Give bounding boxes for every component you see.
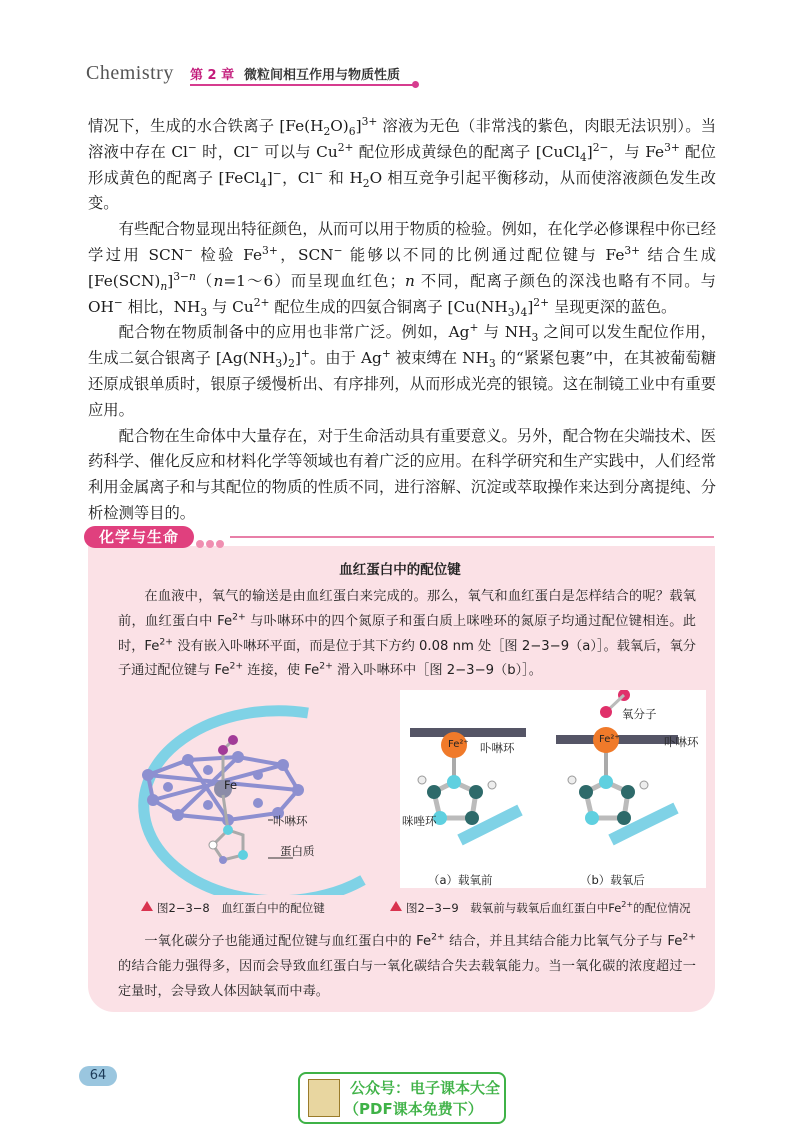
caption-triangle-icon (390, 901, 402, 911)
panel-label: 化学与生命 (84, 526, 194, 548)
fe-label: Fe (224, 778, 238, 792)
fe-label: Fe²⁺ (599, 734, 620, 745)
before-oxygen-illustration (400, 690, 536, 888)
panel-paragraph: 一氧化碳分子也能通过配位键与血红蛋白中的 $Fe^{2+}$ 结合，并且其结合能力比氧气分子与 $Fe^{2+}$ 的结合能力强得多，因而会导致血红蛋白与一氧化碳结合失去载氧能力。当一氧化碳的浓度超过一定量时，会导致人体因缺氧而中毒。 (118, 931, 697, 999)
subfigure-label: （a）载氧前 (428, 873, 493, 887)
after-oxygen-figure (536, 690, 706, 888)
watermark-badge (298, 1072, 506, 1124)
panel-text (118, 585, 696, 684)
after-oxygen-illustration (536, 690, 706, 888)
panel-text (118, 930, 696, 1004)
heme-molecule-illustration (108, 695, 408, 895)
protein-label: 蛋白质 (280, 844, 315, 858)
porphyrin-label: 卟啉环 (664, 735, 699, 749)
page-number: 64 (79, 1066, 117, 1086)
before-oxygen-figure (400, 690, 536, 888)
header-rule (190, 84, 416, 86)
header-rule-dot (412, 81, 419, 88)
imidazole-label: 咪唑环 (402, 814, 437, 828)
chapter-number: 第 2 章 (190, 68, 235, 83)
porphyrin-label: 卟啉环 (480, 741, 515, 755)
figure-caption: 图2−3−9 载氧前与载氧后血红蛋白中$Fe^{2+}$的配位情况 (406, 900, 691, 915)
book-brand: Chemistry (86, 62, 174, 84)
watermark-line-2: （PDF课本免费下） (344, 1100, 483, 1118)
fe-label: Fe²⁺ (448, 739, 469, 750)
running-header (86, 62, 416, 92)
watermark-line-1: 公众号：电子课本大全 (350, 1079, 501, 1097)
panel-rule (230, 536, 714, 538)
caption-triangle-icon (141, 901, 153, 911)
body-text (88, 114, 716, 527)
paragraph: 配合物在物质制备中的应用也非常广泛。例如，Ag+ 与 $NH_3$ 之间可以发生配位作用，生成二氨合银离子 $[Ag(NH_3)_2]^+$。由于 Ag+ 被束缚在 $NH_3$ 的“紧紧包裹”中，在其被葡萄糖还原成银单质时，银原子缓慢析出、有序排列，从而形成光亮的银镜。这在制镜工业中有重要应用。 (88, 321, 717, 419)
panel-paragraph: 在血液中，氧气的输送是由血红蛋白来完成的。那么，氧气和血红蛋白是怎样结合的呢？载氧前，血红蛋白中 $Fe^{2+}$ 与卟啉环中的四个氮原子和蛋白质上咪唑环的氮原子均通过配位键相连。此时，$Fe^{2+}$ 没有嵌入卟啉环平面，而是位于其下方约 0.08 nm 处［图 2−3−9（a）］。载氧后，氧分子通过配位键与 $Fe^{2+}$ 连接，使 $Fe^{2+}$ 滑入卟啉环中［图 2−3−9（b）］。 (118, 589, 696, 679)
chapter-title: 微粒间相互作用与物质性质 (244, 68, 401, 83)
oxygen-label: 氧分子 (622, 707, 657, 721)
paragraph: 配合物在生命体中大量存在，对于生命活动具有重要意义。另外，配合物在尖端技术、医药科学、催化反应和材料化学等领域也有着广泛的应用。在科学研究和生产实践中，人们经常利用金属离子和与其配位的物质的性质不同，进行溶解、沉淀或萃取操作来达到分离提纯、分析检测等目的。 (88, 426, 716, 522)
subfigure-label: （b）载氧后 (580, 873, 645, 887)
panel-title: 血红蛋白中的配位键 (339, 562, 461, 578)
book-logo-icon (308, 1079, 340, 1117)
porphyrin-label: 卟啉环 (273, 814, 308, 828)
figure-caption: 图2−3−8 血红蛋白中的配位键 (157, 901, 325, 915)
panel-dots (196, 533, 226, 552)
paragraph: 有些配合物显现出特征颜色，从而可以用于物质的检验。例如，在化学必修课程中你已经学过用 SCN− 检验 $Fe^{3+}$，SCN− 能够以不同的比例通过配位键与 $Fe^{3+}$ 结合生成 $[Fe(SCN)_n]^{3-n}(n=1\sim 6)$而呈现血红色；n 不同，配离子颜色的深浅也略有不同。与 OH− 相比，$NH_3$ 与 $Cu^{2+}$ 配位生成的四氨合铜离子 $[Cu(NH_3)_4]^{2+}$ 呈现更深的蓝色。 (88, 220, 716, 319)
hemoglobin-figure (108, 695, 408, 895)
paragraph: 情况下，生成的水合铁离子 $[Fe(H_2O)_6]^{3+}$ 溶液为无色（非常浅的紫色，肉眼无法识别）。当溶液中存在 Cl− 时，Cl− 可以与 $Cu^{2+}$ 配位形成黄绿色的配离子 [CuCl$_4$]$^{2-}$，与 $Fe^{3+}$ 配位形成黄色的配离子 [FeCl$_4$]−，Cl− 和 $H_2O$ 相互竞争引起平衡移动，从而使溶液颜色发生改变。 (88, 114, 717, 213)
